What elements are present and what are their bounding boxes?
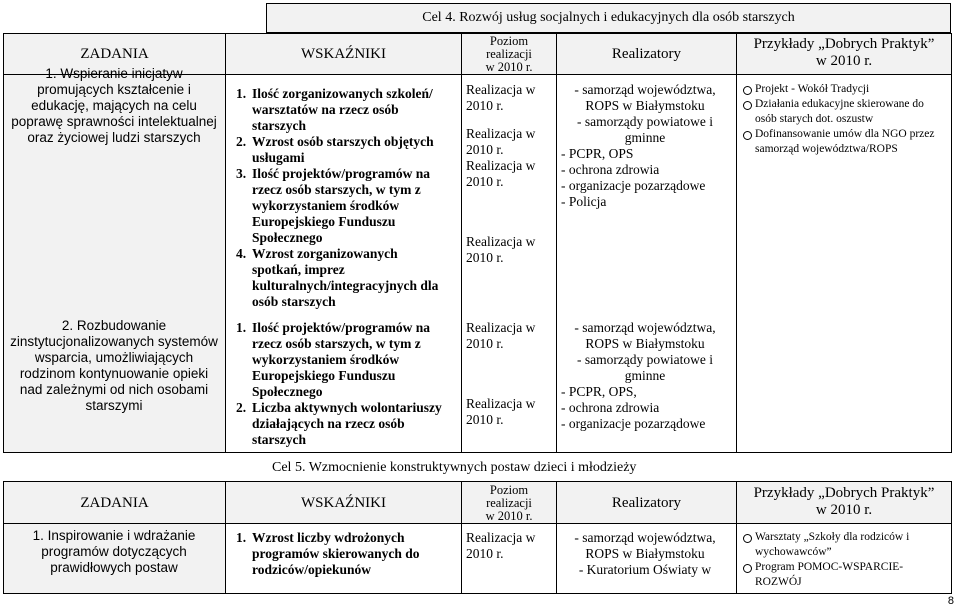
cel5-header-practices: Przykłady „Dobrych Praktyk” w 2010 r.	[737, 482, 952, 524]
cel5-indicators-list	[228, 530, 446, 578]
practice-item: Dofinansowanie umów dla NGO przez samorząd województwa/ROPS	[741, 127, 945, 157]
cel4-header-indicators: WSKAŹNIKI	[226, 33, 462, 74]
indicator-item: 3. Ilość projektów/programów na rzecz osób starszych, w tym z wykorzystaniem środków Europejskiego Funduszu Społecznego	[236, 166, 430, 245]
cel5-title: Cel 5. Wzmocnienie konstruktywnych postaw dzieci i młodzieży	[272, 460, 637, 475]
cel4-header-implementers: Realizatory	[557, 33, 737, 74]
cel4-implementers-b: - samorząd województwa, ROPS w Białymstoku - samorządy powiatowe i gminne - PCPR, OPS, - ochrona zdrowia - organizacje pozarządowe	[561, 320, 716, 431]
cel4-header-tasks: ZADANIA	[4, 33, 226, 74]
cel4-title: Cel 4. Rozwój usług socjalnych i edukacyjnych dla osób starszych	[422, 10, 795, 25]
cel4-level-a: Realizacja w 2010 r. Realizacja w 2010 r. Realizacja w 2010 r. Realizacja w 2010 r.	[466, 82, 536, 265]
cel5-header-indicators: WSKAŹNIKI	[226, 482, 462, 524]
practice-item: Warsztaty „Szkoły dla rodziców i wychowawców”	[741, 530, 945, 560]
cel5-header-implementers: Realizatory	[557, 482, 737, 524]
cel4-title-band	[266, 3, 951, 33]
indicator-item: 4. Wzrost zorganizowanych spotkań, imprez kulturalnych/integracyjnych dla osób starszych	[236, 246, 439, 309]
cel5-task-1: 1. Inspirowanie i wdrażanie programów dotyczących prawidłowych postaw	[32, 528, 196, 575]
cel4-task-2: 2. Rozbudowanie zinstytucjonalizowanych systemów wsparcia, umożliwiających rodzinom kontynuowanie opieki nad zależnymi od nich osobami starszymi	[10, 318, 218, 413]
cel4-task-1: 1. Wspieranie inicjatyw promujących kształcenie i edukację, mających na celu poprawę sprawności intelektualnej oraz życiowej ludzi starszych	[11, 66, 217, 145]
indicator-item: 1. Ilość zorganizowanych szkoleń/ warsztatów na rzecz osób starszych	[236, 86, 433, 133]
indicator-item: 2. Liczba aktywnych wolontariuszy działających na rzecz osób starszych	[236, 400, 442, 447]
practice-item: Program POMOC-WSPARCIE-ROZWÓJ	[741, 560, 945, 590]
indicator-item: 1. Ilość projektów/programów na rzecz osób starszych, w tym z wykorzystaniem środków Europejskiego Funduszu Społecznego	[236, 320, 430, 399]
cel4-header-practices: Przykłady „Dobrych Praktyk” w 2010 r.	[737, 33, 952, 74]
cel4-header-level: Poziom realizacji w 2010 r.	[462, 33, 557, 74]
indicator-item: 1. Wzrost liczby wdrożonych programów skierowanych do rodziców/opiekunów	[236, 530, 420, 577]
cel4-practices-list	[741, 82, 945, 157]
cel4-level-b: Realizacja w 2010 r. Realizacja w 2010 r.	[466, 320, 536, 427]
cel4-implementers-a: - samorząd województwa, ROPS w Białymstoku - samorządy powiatowe i gminne - PCPR, OPS - ochrona zdrowia - organizacje pozarządowe - Policja	[561, 82, 716, 209]
cel5-header-tasks: ZADANIA	[4, 482, 226, 524]
indicator-item: 2. Wzrost osób starszych objętych usługami	[236, 134, 434, 165]
cel4-indicators-list-b	[228, 320, 446, 448]
cel5-implementers: - samorząd województwa, ROPS w Białymstoku - Kuratorium Oświaty w	[574, 530, 716, 577]
practice-item: Projekt - Wokół Tradycji	[741, 82, 945, 97]
cel5-practices-list	[741, 530, 945, 590]
cel4-indicators-list-a	[228, 86, 446, 310]
cel5-level: Realizacja w 2010 r.	[466, 530, 536, 561]
cel5-header-level: Poziom realizacji w 2010 r.	[462, 482, 557, 524]
practice-item: Działania edukacyjne skierowane do osób starych dot. oszustw	[741, 97, 945, 127]
page-number: 8	[947, 595, 954, 607]
